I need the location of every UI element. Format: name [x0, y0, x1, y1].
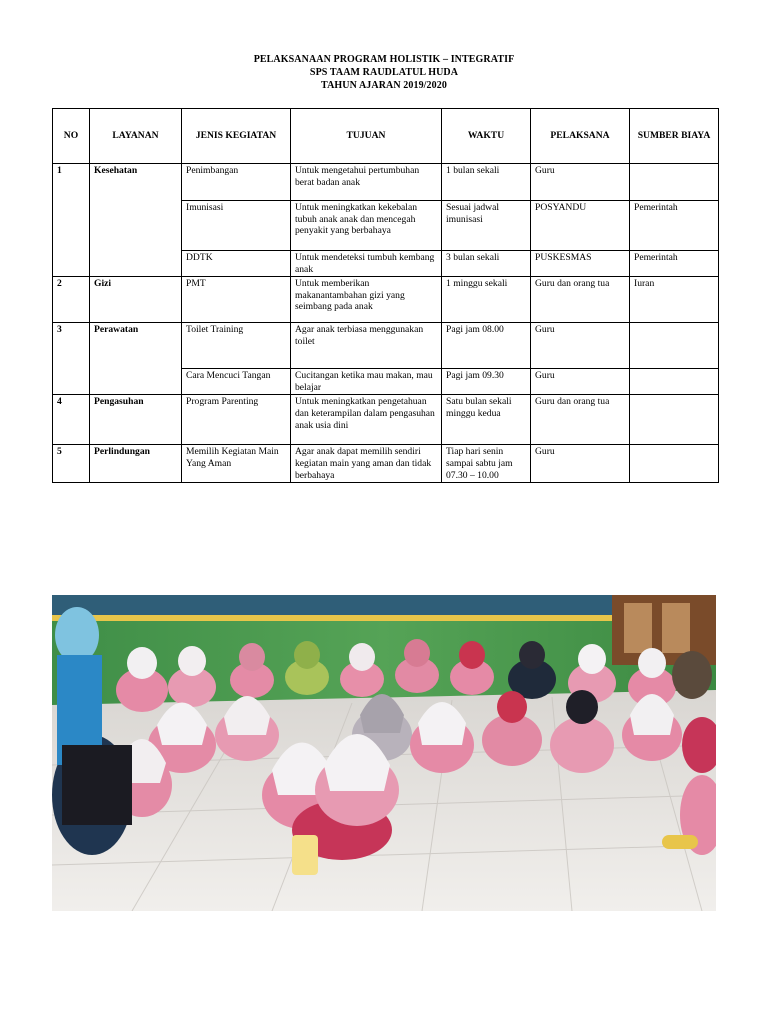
- cell-tujuan: Untuk meningkatkan pengetahuan dan keterampilan dalam pengasuhan anak usia dini: [291, 395, 442, 445]
- cell-tujuan: Untuk memberikan makanantambahan gizi yang seimbang pada anak: [291, 277, 442, 323]
- table-row: [53, 323, 719, 369]
- cell-jenis-kegiatan: Imunisasi: [182, 201, 291, 251]
- cell-layanan: [90, 251, 182, 277]
- header-jenis-kegiatan: JENIS KEGIATAN: [182, 109, 291, 164]
- cell-sumber-biaya: Pemerintah: [630, 201, 719, 251]
- cell-jenis-kegiatan: PMT: [182, 277, 291, 323]
- header-tujuan: TUJUAN: [291, 109, 442, 164]
- cell-pelaksana: PUSKESMAS: [531, 251, 630, 277]
- cell-waktu: 1 minggu sekali: [442, 277, 531, 323]
- cell-jenis-kegiatan: Penimbangan: [182, 164, 291, 201]
- cell-layanan: Gizi: [90, 277, 182, 323]
- table-header-row: [53, 109, 719, 164]
- classroom-photo: [52, 595, 716, 911]
- cell-waktu: Pagi jam 09.30: [442, 369, 531, 395]
- cell-sumber-biaya: [630, 395, 719, 445]
- cell-pelaksana: POSYANDU: [531, 201, 630, 251]
- cell-pelaksana: Guru dan orang tua: [531, 395, 630, 445]
- cell-waktu: Tiap hari senin sampai sabtu jam 07.30 – 10.00: [442, 445, 531, 483]
- cell-jenis-kegiatan: Memilih Kegiatan Main Yang Aman: [182, 445, 291, 483]
- cell-no: 3: [53, 323, 90, 369]
- table-row: [53, 369, 719, 395]
- cell-pelaksana: Guru: [531, 445, 630, 483]
- cell-waktu: Satu bulan sekali minggu kedua: [442, 395, 531, 445]
- cell-tujuan: Untuk meningkatkan kekebalan tubuh anak anak dan mencegah penyakit yang berbahaya: [291, 201, 442, 251]
- cell-tujuan: Untuk mendeteksi tumbuh kembang anak: [291, 251, 442, 277]
- cell-tujuan: Untuk mengetahui pertumbuhan berat badan anak: [291, 164, 442, 201]
- cell-layanan: Kesehatan: [90, 164, 182, 201]
- cell-sumber-biaya: [630, 323, 719, 369]
- table-row: [53, 164, 719, 201]
- cell-tujuan: Cucitangan ketika mau makan, mau belajar: [291, 369, 442, 395]
- cell-jenis-kegiatan: Toilet Training: [182, 323, 291, 369]
- table-row: [53, 445, 719, 483]
- cell-no: 2: [53, 277, 90, 323]
- header-sumber-biaya: SUMBER BIAYA: [630, 109, 719, 164]
- cell-layanan: [90, 201, 182, 251]
- cell-tujuan: Agar anak terbiasa menggunakan toilet: [291, 323, 442, 369]
- window-pane: [624, 603, 652, 653]
- table-row: [53, 395, 719, 445]
- cell-waktu: Pagi jam 08.00: [442, 323, 531, 369]
- header-pelaksana: PELAKSANA: [531, 109, 630, 164]
- document-title: [0, 53, 768, 92]
- title-line-3: TAHUN AJARAN 2019/2020: [321, 80, 447, 91]
- window-pane: [662, 603, 690, 653]
- header-layanan: LAYANAN: [90, 109, 182, 164]
- cell-pelaksana: Guru: [531, 369, 630, 395]
- cell-pelaksana: Guru: [531, 164, 630, 201]
- cell-sumber-biaya: Pemerintah: [630, 251, 719, 277]
- cell-jenis-kegiatan: Program Parenting: [182, 395, 291, 445]
- title-line-1: PELAKSANAAN PROGRAM HOLISTIK – INTEGRATIF: [253, 54, 515, 65]
- table-row: [53, 251, 719, 277]
- cell-sumber-biaya: [630, 445, 719, 483]
- table-row: [53, 201, 719, 251]
- cell-no: [53, 369, 90, 395]
- cell-layanan: [90, 369, 182, 395]
- cell-no: 1: [53, 164, 90, 201]
- table-row: [53, 277, 719, 323]
- cell-jenis-kegiatan: Cara Mencuci Tangan: [182, 369, 291, 395]
- header-waktu: WAKTU: [442, 109, 531, 164]
- water-bottle: [292, 835, 318, 875]
- cell-tujuan: Agar anak dapat memilih sendiri kegiatan main yang aman dan tidak berbahaya: [291, 445, 442, 483]
- cell-no: 5: [53, 445, 90, 483]
- program-table: [52, 108, 719, 483]
- cell-layanan: Perawatan: [90, 323, 182, 369]
- cell-pelaksana: Guru dan orang tua: [531, 277, 630, 323]
- cell-no: 4: [53, 395, 90, 445]
- cell-jenis-kegiatan: DDTK: [182, 251, 291, 277]
- header-no: NO: [53, 109, 90, 164]
- cell-layanan: Pengasuhan: [90, 395, 182, 445]
- cell-no: [53, 201, 90, 251]
- plate: [662, 835, 698, 849]
- cell-pelaksana: Guru: [531, 323, 630, 369]
- cell-sumber-biaya: Iuran: [630, 277, 719, 323]
- cell-no: [53, 251, 90, 277]
- cell-waktu: 1 bulan sekali: [442, 164, 531, 201]
- title-line-2: SPS TAAM RAUDLATUL HUDA: [309, 67, 459, 78]
- cell-waktu: 3 bulan sekali: [442, 251, 531, 277]
- cell-waktu: Sesuai jadwal imunisasi: [442, 201, 531, 251]
- cell-sumber-biaya: [630, 164, 719, 201]
- cell-layanan: Perlindungan: [90, 445, 182, 483]
- cell-sumber-biaya: [630, 369, 719, 395]
